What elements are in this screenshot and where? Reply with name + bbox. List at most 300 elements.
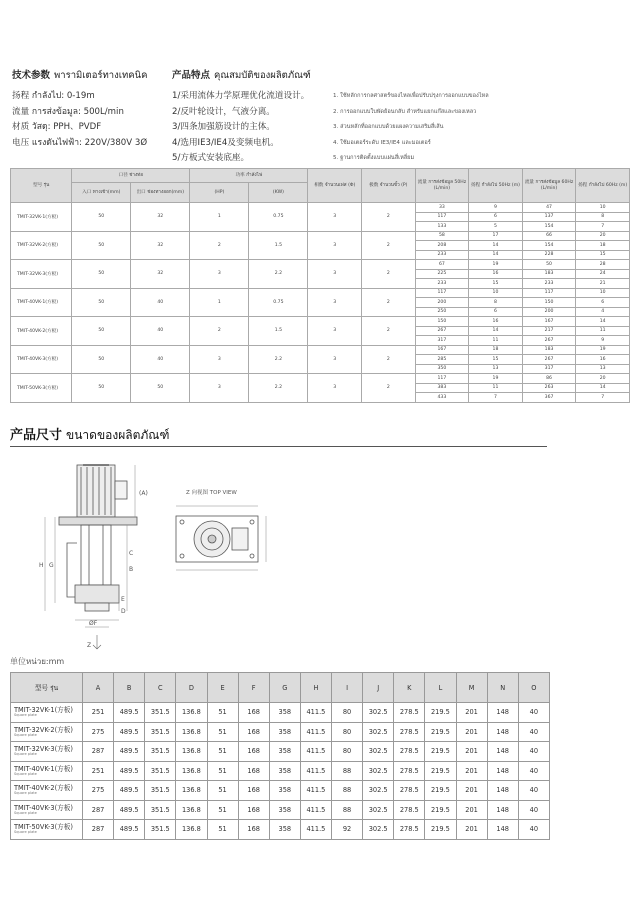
dim-value-cell: 358 [269, 800, 300, 820]
perf-head60-cell: 10 [576, 288, 630, 298]
perf-flow60-cell: 200 [522, 307, 576, 317]
perf-flow60-cell: 233 [522, 279, 576, 289]
perf-head50-cell: 6 [469, 307, 523, 317]
perf-inlet-cell: 50 [72, 260, 131, 289]
perf-flow60-cell: 50 [522, 260, 576, 270]
dim-value-cell: 168 [238, 761, 269, 781]
col-flow-60hz: 流量 การส่งข้อมูล 60Hz (L/min) [522, 169, 576, 203]
dim-value-cell: 201 [456, 820, 487, 840]
dim-value-cell: 168 [238, 781, 269, 801]
dim-value-cell: 80 [332, 722, 363, 742]
perf-outlet-cell: 32 [131, 231, 190, 260]
dim-value-cell: 40 [518, 820, 549, 840]
perf-head60-cell: 14 [576, 383, 630, 393]
perf-kw-cell: 2.2 [249, 345, 308, 374]
dim-value-cell: 251 [83, 761, 114, 781]
perf-inlet-cell: 50 [72, 317, 131, 346]
dim-col: N [487, 673, 518, 703]
perf-flow50-cell: 117 [415, 288, 469, 298]
dim-value-cell: 168 [238, 742, 269, 762]
perf-flow50-cell: 383 [415, 383, 469, 393]
dim-row [11, 781, 550, 801]
dim-value-cell: 51 [207, 722, 238, 742]
perf-flow60-cell: 154 [522, 222, 576, 232]
perf-head50-cell: 10 [469, 288, 523, 298]
dim-col: G [269, 673, 300, 703]
perf-flow50-cell: 117 [415, 374, 469, 384]
perf-outlet-cell: 40 [131, 345, 190, 374]
perf-head50-cell: 17 [469, 231, 523, 241]
pump-casing [75, 585, 119, 603]
dim-value-cell: 136.8 [176, 781, 207, 801]
col-model: 型号 รุ่น [11, 169, 72, 203]
dim-col: H [300, 673, 331, 703]
dim-model-cell [11, 781, 83, 801]
dim-model-name: TMIT-32VK-2(方板) [14, 725, 73, 734]
dim-value-cell: 51 [207, 781, 238, 801]
dim-value-cell: 411.5 [300, 781, 331, 801]
feature-line: 2/反叶轮设计，气液分离。 [172, 106, 275, 117]
perf-outlet-cell: 40 [131, 317, 190, 346]
dim-value-cell: 302.5 [363, 800, 394, 820]
feature-thai-line: 3. ส่วนหลักที่ออกแบบด้วยแผงความเสริมสี่เส้น [333, 124, 444, 130]
dim-value-cell: 136.8 [176, 820, 207, 840]
perf-inlet-cell: 50 [72, 345, 131, 374]
label-g: G [49, 562, 54, 569]
dim-model-cell [11, 820, 83, 840]
dim-value-cell: 40 [518, 742, 549, 762]
dim-value-cell: 278.5 [394, 722, 425, 742]
dim-row [11, 742, 550, 762]
dim-row [11, 820, 550, 840]
col-flow-50hz: 流量 การส่งข้อมูล 50Hz (L/min) [415, 169, 469, 203]
dim-value-cell: 411.5 [300, 820, 331, 840]
label-d: D [121, 608, 126, 615]
perf-flow60-cell: 86 [522, 374, 576, 384]
col-power: 功率 กำลังไฟ [190, 169, 308, 183]
dim-col: F [238, 673, 269, 703]
dim-value-cell: 302.5 [363, 781, 394, 801]
perf-row [11, 260, 630, 270]
perf-row [11, 288, 630, 298]
perf-head60-cell: 8 [576, 212, 630, 222]
perf-poles-cell: 2 [362, 317, 416, 346]
dim-row [11, 703, 550, 723]
dim-value-cell: 351.5 [145, 761, 176, 781]
perf-phase-cell: 3 [308, 260, 362, 289]
perf-flow60-cell: 367 [522, 393, 576, 403]
dim-value-cell: 287 [83, 742, 114, 762]
dim-value-cell: 88 [332, 781, 363, 801]
dim-row [11, 722, 550, 742]
top-view-drawing [168, 500, 268, 578]
pump-column [81, 525, 111, 585]
label-b: B [129, 566, 134, 573]
perf-kw-cell: 1.5 [249, 231, 308, 260]
dim-value-cell: 358 [269, 820, 300, 840]
dim-value-cell: 80 [332, 703, 363, 723]
spec-line: 扬程 กำลังไป: 0-19m [12, 91, 95, 101]
col-outlet: 出口 ช่องทางออก(mm) [131, 183, 190, 203]
dim-value-cell: 358 [269, 781, 300, 801]
perf-head60-cell: 21 [576, 279, 630, 289]
perf-flow50-cell: 350 [415, 364, 469, 374]
dim-value-cell: 51 [207, 742, 238, 762]
perf-poles-cell: 2 [362, 345, 416, 374]
dim-value-cell: 351.5 [145, 820, 176, 840]
dim-value-cell: 278.5 [394, 820, 425, 840]
perf-phase-cell: 3 [308, 203, 362, 232]
label-h: H [39, 562, 44, 569]
perf-poles-cell: 2 [362, 260, 416, 289]
perf-flow50-cell: 285 [415, 355, 469, 365]
perf-flow50-cell: 58 [415, 231, 469, 241]
perf-hp-cell: 1 [190, 288, 249, 317]
perf-kw-cell: 2.2 [249, 374, 308, 403]
spec-list [12, 89, 147, 151]
dim-value-cell: 287 [83, 800, 114, 820]
mounting-plate [59, 517, 137, 525]
dim-value-cell: 201 [456, 703, 487, 723]
dim-model-name: TMIT-32VK-3(方板) [14, 745, 73, 754]
dim-col: O [518, 673, 549, 703]
feature-line: 5/方板式安装底座。 [172, 153, 250, 163]
perf-head60-cell: 20 [576, 231, 630, 241]
dim-value-cell: 201 [456, 800, 487, 820]
perf-head50-cell: 13 [469, 364, 523, 374]
dim-col: D [176, 673, 207, 703]
perf-flow60-cell: 154 [522, 241, 576, 251]
dim-value-cell: 148 [487, 722, 518, 742]
label-z: Z [87, 642, 92, 649]
perf-inlet-cell: 50 [72, 374, 131, 403]
dim-value-cell: 168 [238, 722, 269, 742]
perf-head50-cell: 7 [469, 393, 523, 403]
dim-col: K [394, 673, 425, 703]
dim-value-cell: 219.5 [425, 781, 456, 801]
dim-value-cell: 51 [207, 820, 238, 840]
dim-model-sub: Square plate [14, 732, 37, 737]
dim-value-cell: 148 [487, 703, 518, 723]
dim-value-cell: 278.5 [394, 761, 425, 781]
dim-model-sub: Square plate [14, 791, 37, 796]
dim-model-name: TMIT-40VK-2(方板) [14, 784, 73, 793]
dim-value-cell: 40 [518, 703, 549, 723]
perf-head60-cell: 13 [576, 364, 630, 374]
dim-value-cell: 489.5 [114, 761, 145, 781]
perf-flow50-cell: 233 [415, 250, 469, 260]
perf-flow50-cell: 67 [415, 260, 469, 270]
perf-flow60-cell: 183 [522, 345, 576, 355]
dim-value-cell: 302.5 [363, 703, 394, 723]
perf-row [11, 374, 630, 384]
feature-thai-line: 4. ใช้มอเตอร์ระดับ IE3/IE4 และมอเตอร์ [333, 139, 431, 146]
dim-value-cell: 358 [269, 742, 300, 762]
dim-value-cell: 411.5 [300, 722, 331, 742]
perf-hp-cell: 3 [190, 345, 249, 374]
features-list [172, 89, 309, 167]
dim-value-cell: 351.5 [145, 781, 176, 801]
perf-head60-cell: 18 [576, 241, 630, 251]
perf-head50-cell: 15 [469, 279, 523, 289]
dim-model-sub: Square plate [14, 771, 37, 776]
label-c: C [129, 550, 134, 557]
dim-col: E [207, 673, 238, 703]
dim-col: C [145, 673, 176, 703]
dim-value-cell: 51 [207, 703, 238, 723]
perf-head50-cell: 6 [469, 212, 523, 222]
features-heading: 产品特点 คุณสมบัติของผลิตภัณฑ์ [172, 70, 311, 81]
dim-col: A [83, 673, 114, 703]
perf-flow50-cell: 250 [415, 307, 469, 317]
perf-phase-cell: 3 [308, 317, 362, 346]
perf-head60-cell: 4 [576, 307, 630, 317]
dim-value-cell: 351.5 [145, 742, 176, 762]
dim-model-cell [11, 800, 83, 820]
perf-head60-cell: 14 [576, 317, 630, 327]
dim-col: L [425, 673, 456, 703]
perf-head60-cell: 11 [576, 326, 630, 336]
perf-phase-cell: 3 [308, 231, 362, 260]
perf-flow50-cell: 267 [415, 326, 469, 336]
dim-row [11, 761, 550, 781]
perf-flow60-cell: 228 [522, 250, 576, 260]
dim-value-cell: 219.5 [425, 820, 456, 840]
dim-value-cell: 278.5 [394, 703, 425, 723]
perf-model-cell: TMIT-40VK-2(方板) [11, 317, 72, 346]
dim-value-cell: 88 [332, 800, 363, 820]
dim-value-cell: 358 [269, 703, 300, 723]
perf-head50-cell: 15 [469, 355, 523, 365]
perf-kw-cell: 0.75 [249, 203, 308, 232]
dim-value-cell: 148 [487, 781, 518, 801]
dim-value-cell: 136.8 [176, 761, 207, 781]
dim-model-sub: Square plate [14, 713, 37, 718]
dimensions-table [10, 672, 550, 840]
perf-head50-cell: 8 [469, 298, 523, 308]
terminal-box [115, 481, 127, 499]
dim-value-cell: 489.5 [114, 703, 145, 723]
perf-head60-cell: 6 [576, 298, 630, 308]
perf-poles-cell: 2 [362, 203, 416, 232]
perf-hp-cell: 1 [190, 203, 249, 232]
perf-row [11, 345, 630, 355]
perf-phase-cell: 3 [308, 374, 362, 403]
dim-value-cell: 40 [518, 800, 549, 820]
dim-value-cell: 275 [83, 781, 114, 801]
perf-inlet-cell: 50 [72, 231, 131, 260]
dim-value-cell: 351.5 [145, 722, 176, 742]
dim-value-cell: 275 [83, 722, 114, 742]
dim-value-cell: 148 [487, 761, 518, 781]
perf-head50-cell: 14 [469, 241, 523, 251]
dim-value-cell: 489.5 [114, 722, 145, 742]
dim-value-cell: 219.5 [425, 800, 456, 820]
col-inlet: 入口 ทางเข้า(mm) [72, 183, 131, 203]
top-view-label: Z 向视图 TOP VIEW [186, 490, 237, 496]
dim-model-name: TMIT-40VK-1(方板) [14, 764, 73, 773]
dim-value-cell: 302.5 [363, 761, 394, 781]
perf-flow50-cell: 200 [415, 298, 469, 308]
dim-value-cell: 51 [207, 800, 238, 820]
perf-flow60-cell: 263 [522, 383, 576, 393]
dim-value-cell: 40 [518, 781, 549, 801]
perf-kw-cell: 1.5 [249, 317, 308, 346]
dim-value-cell: 136.8 [176, 800, 207, 820]
perf-flow60-cell: 317 [522, 364, 576, 374]
feature-thai-line: 2. การออกแบบใบพัดย้อนกลับ สำหรับแยกแก๊สและของเหลว [333, 108, 477, 115]
perf-flow50-cell: 117 [415, 212, 469, 222]
perf-inlet-cell: 50 [72, 288, 131, 317]
perf-kw-cell: 0.75 [249, 288, 308, 317]
perf-flow50-cell: 225 [415, 269, 469, 279]
dim-value-cell: 351.5 [145, 703, 176, 723]
perf-model-cell: TMIT-32VK-2(方板) [11, 231, 72, 260]
col-phase: 相数 จำนวนเฟส (Φ) [308, 169, 362, 203]
dim-value-cell: 358 [269, 722, 300, 742]
dim-value-cell: 302.5 [363, 820, 394, 840]
dim-value-cell: 219.5 [425, 722, 456, 742]
perf-flow60-cell: 167 [522, 317, 576, 327]
perf-head60-cell: 10 [576, 203, 630, 213]
dim-row [11, 800, 550, 820]
perf-head50-cell: 19 [469, 260, 523, 270]
feature-line: 1/采用流体力学原理优化流道设计。 [172, 91, 310, 101]
perf-flow50-cell: 233 [415, 279, 469, 289]
feature-thai-line: 1. ใช้หลักการกลศาสตร์ของไหลเพื่อปรับปรุงการออกแบบของไหล [333, 93, 489, 99]
dim-value-cell: 40 [518, 761, 549, 781]
col-head-60hz: 扬程 กำลังไป 60Hz (m) [576, 169, 630, 203]
dim-value-cell: 80 [332, 742, 363, 762]
dim-value-cell: 168 [238, 820, 269, 840]
dim-value-cell: 201 [456, 781, 487, 801]
dim-col: M [456, 673, 487, 703]
perf-head50-cell: 14 [469, 250, 523, 260]
perf-flow60-cell: 47 [522, 203, 576, 213]
perf-hp-cell: 3 [190, 260, 249, 289]
dim-value-cell: 40 [518, 722, 549, 742]
perf-flow60-cell: 150 [522, 298, 576, 308]
label-f: ØF [89, 620, 98, 627]
perf-head60-cell: 16 [576, 355, 630, 365]
perf-inlet-cell: 50 [72, 203, 131, 232]
motor-body [77, 465, 115, 517]
section-divider [10, 446, 547, 447]
perf-head50-cell: 18 [469, 345, 523, 355]
col-hp: (HP) [190, 183, 249, 203]
perf-row [11, 203, 630, 213]
dim-value-cell: 287 [83, 820, 114, 840]
perf-flow60-cell: 137 [522, 212, 576, 222]
dim-value-cell: 411.5 [300, 703, 331, 723]
perf-head60-cell: 28 [576, 260, 630, 270]
dim-model-cell [11, 742, 83, 762]
perf-model-cell: TMIT-40VK-3(方板) [11, 345, 72, 374]
spec-line: 材质 วัสดุ: PPH、PVDF [12, 122, 102, 132]
dim-value-cell: 278.5 [394, 800, 425, 820]
perf-head50-cell: 16 [469, 269, 523, 279]
perf-poles-cell: 2 [362, 231, 416, 260]
perf-head60-cell: 7 [576, 222, 630, 232]
dim-value-cell: 136.8 [176, 703, 207, 723]
dim-model-sub: Square plate [14, 810, 37, 815]
dim-value-cell: 148 [487, 820, 518, 840]
perf-model-cell: TMIT-32VK-3(方板) [11, 260, 72, 289]
dim-value-cell: 136.8 [176, 742, 207, 762]
perf-flow50-cell: 433 [415, 393, 469, 403]
perf-head60-cell: 7 [576, 393, 630, 403]
dim-model-sub: Square plate [14, 830, 37, 835]
perf-head50-cell: 19 [469, 374, 523, 384]
col-head-50hz: 扬程 กำลังไป 50Hz (m) [469, 169, 523, 203]
perf-head50-cell: 9 [469, 203, 523, 213]
perf-flow50-cell: 208 [415, 241, 469, 251]
dim-col: I [332, 673, 363, 703]
dim-value-cell: 148 [487, 800, 518, 820]
dim-value-cell: 489.5 [114, 800, 145, 820]
dim-value-cell: 489.5 [114, 742, 145, 762]
dim-col-model: 型号 รุ่น [11, 673, 83, 703]
dim-value-cell: 219.5 [425, 742, 456, 762]
dim-value-cell: 219.5 [425, 761, 456, 781]
dim-value-cell: 168 [238, 703, 269, 723]
dim-value-cell: 201 [456, 742, 487, 762]
perf-model-cell: TMIT-50VK-3(方板) [11, 374, 72, 403]
perf-head60-cell: 19 [576, 345, 630, 355]
dim-value-cell: 278.5 [394, 742, 425, 762]
dim-value-cell: 201 [456, 722, 487, 742]
dim-value-cell: 251 [83, 703, 114, 723]
unit-label: 单位หน่วย:mm [10, 657, 65, 666]
perf-poles-cell: 2 [362, 288, 416, 317]
perf-row [11, 231, 630, 241]
dimensions-heading: 产品尺寸 ขนาดของผลิตภัณฑ์ [10, 428, 170, 443]
perf-outlet-cell: 32 [131, 203, 190, 232]
feature-thai-line: 5. ฐานการติดตั้งแบบแผ่นสี่เหลี่ยม [333, 155, 415, 161]
perf-outlet-cell: 40 [131, 288, 190, 317]
perf-hp-cell: 3 [190, 374, 249, 403]
perf-flow60-cell: 267 [522, 336, 576, 346]
perf-outlet-cell: 50 [131, 374, 190, 403]
perf-head50-cell: 16 [469, 317, 523, 327]
perf-head60-cell: 20 [576, 374, 630, 384]
spec-line: 流量 การส่งข้อมูล: 500L/min [12, 106, 124, 117]
col-port: 口径 ช่างท่อ [72, 169, 190, 183]
perf-head50-cell: 11 [469, 383, 523, 393]
label-e: E [121, 596, 125, 603]
dim-value-cell: 489.5 [114, 820, 145, 840]
perf-hp-cell: 2 [190, 317, 249, 346]
dim-value-cell: 201 [456, 761, 487, 781]
perf-head50-cell: 5 [469, 222, 523, 232]
perf-head60-cell: 24 [576, 269, 630, 279]
perf-flow50-cell: 133 [415, 222, 469, 232]
features-thai-list [333, 89, 489, 167]
perf-head60-cell: 15 [576, 250, 630, 260]
col-kw: (KW) [249, 183, 308, 203]
perf-flow60-cell: 66 [522, 231, 576, 241]
perf-flow50-cell: 167 [415, 345, 469, 355]
spec-heading: 技术参数 พารามิเตอร์ทางเทคนิค [12, 70, 148, 81]
performance-table [10, 168, 630, 403]
col-poles: 极数 จำนวนขั้ว (P) [362, 169, 416, 203]
dim-model-cell [11, 761, 83, 781]
dim-value-cell: 92 [332, 820, 363, 840]
label-a: (A) [139, 490, 148, 497]
perf-model-cell: TMIT-40VK-1(方板) [11, 288, 72, 317]
perf-row [11, 317, 630, 327]
perf-phase-cell: 3 [308, 288, 362, 317]
